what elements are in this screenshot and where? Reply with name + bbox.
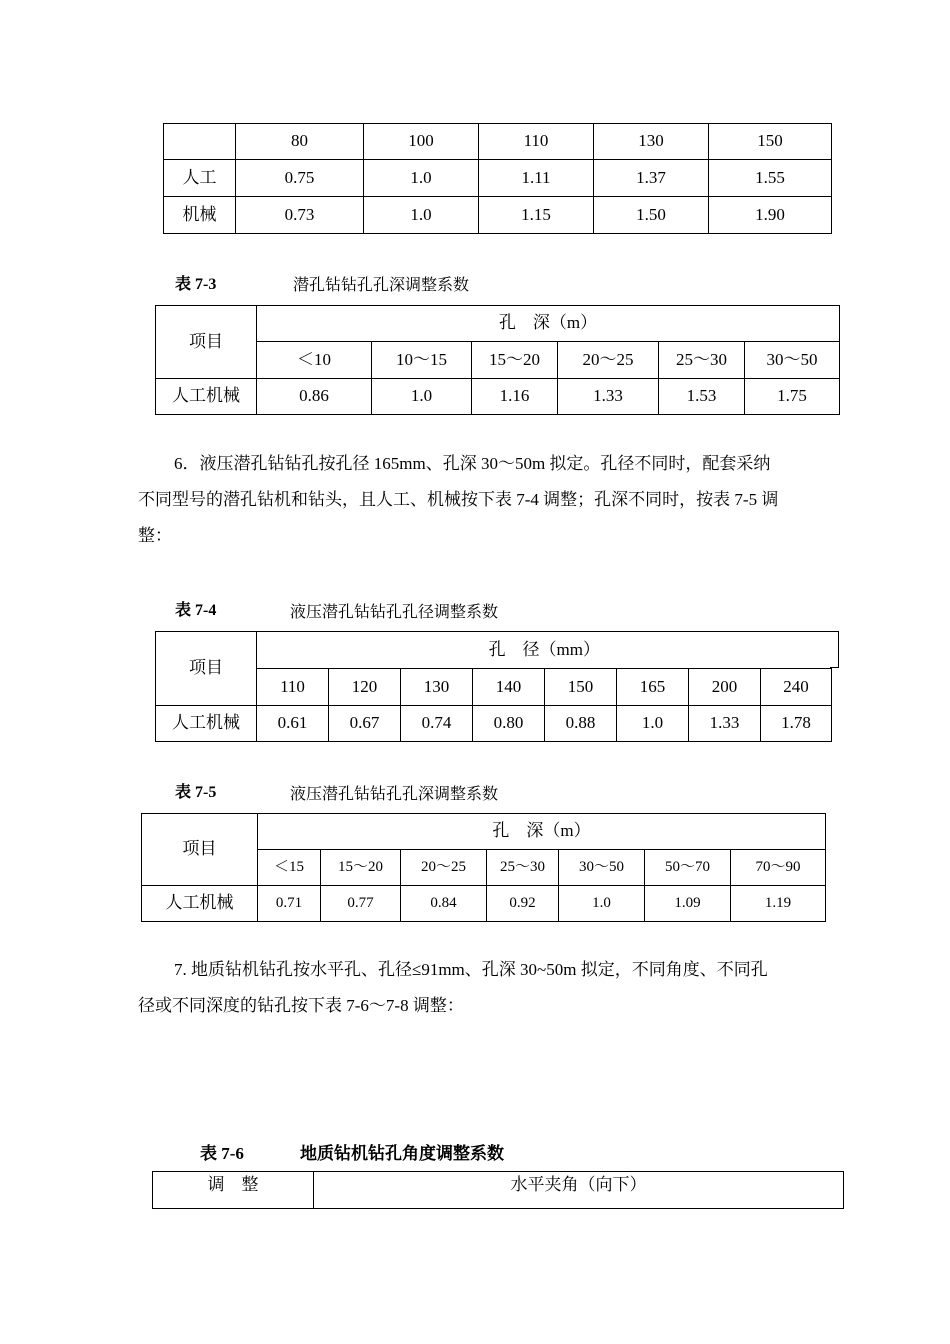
item-header: 项目: [156, 306, 257, 379]
column-header: 70～90: [731, 850, 826, 886]
table-cell: 1.33: [689, 706, 761, 742]
border-extension: [830, 667, 839, 668]
table-cell: 1.37: [594, 160, 709, 197]
table-label: 表 7-6: [200, 1144, 244, 1163]
table-cell: 0.88: [545, 706, 617, 742]
table-cell: 1.15: [479, 197, 594, 234]
table-cell: 1.55: [709, 160, 832, 197]
table-caption: [175, 779, 216, 802]
column-header: 130: [401, 669, 473, 706]
paragraph-line: 7. 地质钻机钻孔按水平孔、孔径≤91mm、孔深 30~50m 拟定，不同角度、不同孔: [174, 960, 768, 979]
table-cell: 人工: [164, 160, 236, 197]
column-header: 15～20: [321, 850, 401, 886]
table-row: [156, 379, 840, 415]
table-cell: 1.16: [472, 379, 558, 415]
table-cell: 0.61: [257, 706, 329, 742]
table-row: [153, 1172, 844, 1209]
table-cell: 0.84: [401, 886, 487, 922]
table-7-4-wrapper: [155, 631, 839, 741]
table-cell: 1.78: [761, 706, 832, 742]
table-cell: 130: [594, 124, 709, 160]
column-header: 调 整: [153, 1172, 314, 1209]
table-top: [163, 123, 832, 234]
table-cell: 1.50: [594, 197, 709, 234]
table-cell: 1.75: [745, 379, 840, 415]
paragraph-line: 6．液压潜孔钻钻孔按孔径 165mm、孔深 30～50m 拟定。孔径不同时，配套采纳: [174, 454, 771, 473]
item-header: 项目: [142, 814, 258, 886]
paragraph-7: [138, 952, 878, 1024]
table-caption: [200, 1139, 244, 1164]
table-cell: 0.74: [401, 706, 473, 742]
table-cell: 1.0: [364, 197, 479, 234]
table-cell: 1.0: [364, 160, 479, 197]
row-label: 人工机械: [156, 379, 257, 415]
column-header: 25～30: [659, 342, 745, 379]
table-title: 液压潜孔钻钻孔孔径调整系数: [290, 604, 499, 621]
group-header: 孔 深（m）: [258, 814, 826, 850]
column-header: 200: [689, 669, 761, 706]
item-header: 项目: [156, 632, 257, 706]
table-cell: 1.11: [479, 160, 594, 197]
table-cell: 1.33: [558, 379, 659, 415]
group-header: 孔 径（mm）: [257, 632, 832, 669]
column-header: 50～70: [645, 850, 731, 886]
group-header: 孔 深（m）: [257, 306, 840, 342]
column-header: 110: [257, 669, 329, 706]
table-7-3: [155, 305, 840, 415]
table-cell: 1.90: [709, 197, 832, 234]
table-title: 潜孔钻钻孔孔深调整系数: [293, 277, 470, 294]
column-header: 30～50: [745, 342, 840, 379]
column-header: 20～25: [401, 850, 487, 886]
table-cell: 1.0: [617, 706, 689, 742]
column-header: 150: [545, 669, 617, 706]
table-row: [164, 124, 832, 160]
column-header: 30～50: [559, 850, 645, 886]
table-cell: 0.67: [329, 706, 401, 742]
paragraph-line: 不同型号的潜孔钻机和钻头，且人工、机械按下表 7-4 调整；孔深不同时，按表 7-5 调: [138, 490, 779, 509]
paragraph-6: [138, 446, 878, 554]
border-extension: [838, 631, 839, 668]
table-7-4: [155, 631, 832, 742]
table-row: [156, 632, 832, 669]
column-header: ＜15: [258, 850, 321, 886]
table-7-5: [141, 813, 826, 922]
table-title: 液压潜孔钻钻孔孔深调整系数: [290, 786, 499, 803]
table-7-6: [152, 1171, 844, 1209]
column-header: 20～25: [558, 342, 659, 379]
table-cell: 0.73: [236, 197, 364, 234]
table-label: 表 7-4: [175, 602, 217, 619]
table-cell: 1.0: [372, 379, 472, 415]
column-header: 水平夹角（向下）: [314, 1172, 844, 1209]
table-cell: 0.75: [236, 160, 364, 197]
table-row: [156, 669, 832, 706]
column-header: 240: [761, 669, 832, 706]
table-cell: 机械: [164, 197, 236, 234]
column-header: 10～15: [372, 342, 472, 379]
paragraph-line: 整：: [138, 526, 172, 545]
table-cell: 0.71: [258, 886, 321, 922]
table-cell: 1.09: [645, 886, 731, 922]
table-cell: 0.86: [257, 379, 372, 415]
column-header: 140: [473, 669, 545, 706]
table-row: [164, 160, 832, 197]
table-cell: 100: [364, 124, 479, 160]
paragraph-line: 径或不同深度的钻孔按下表 7-6～7-8 调整：: [138, 996, 464, 1015]
table-cell: 0.92: [487, 886, 559, 922]
table-row: [142, 886, 826, 922]
row-label: 人工机械: [142, 886, 258, 922]
table-cell: 80: [236, 124, 364, 160]
table-cell: 1.0: [559, 886, 645, 922]
table-caption: [175, 597, 216, 620]
table-cell: 0.80: [473, 706, 545, 742]
column-header: 165: [617, 669, 689, 706]
column-header: 25～30: [487, 850, 559, 886]
table-cell: 1.19: [731, 886, 826, 922]
row-label: 人工机械: [156, 706, 257, 742]
table-cell: 0.77: [321, 886, 401, 922]
table-row: [142, 814, 826, 850]
table-label: 表 7-5: [175, 784, 217, 801]
column-header: ＜10: [257, 342, 372, 379]
table-label: 表 7-3: [175, 276, 217, 293]
table-row: [156, 706, 832, 742]
table-cell: 150: [709, 124, 832, 160]
table-caption: [175, 271, 216, 294]
table-cell: [164, 124, 236, 160]
column-header: 15～20: [472, 342, 558, 379]
table-cell: 110: [479, 124, 594, 160]
table-title: 地质钻机钻孔角度调整系数: [300, 1144, 504, 1163]
table-row: [164, 197, 832, 234]
table-row: [156, 306, 840, 342]
table-row: [156, 342, 840, 379]
table-cell: 1.53: [659, 379, 745, 415]
column-header: 120: [329, 669, 401, 706]
